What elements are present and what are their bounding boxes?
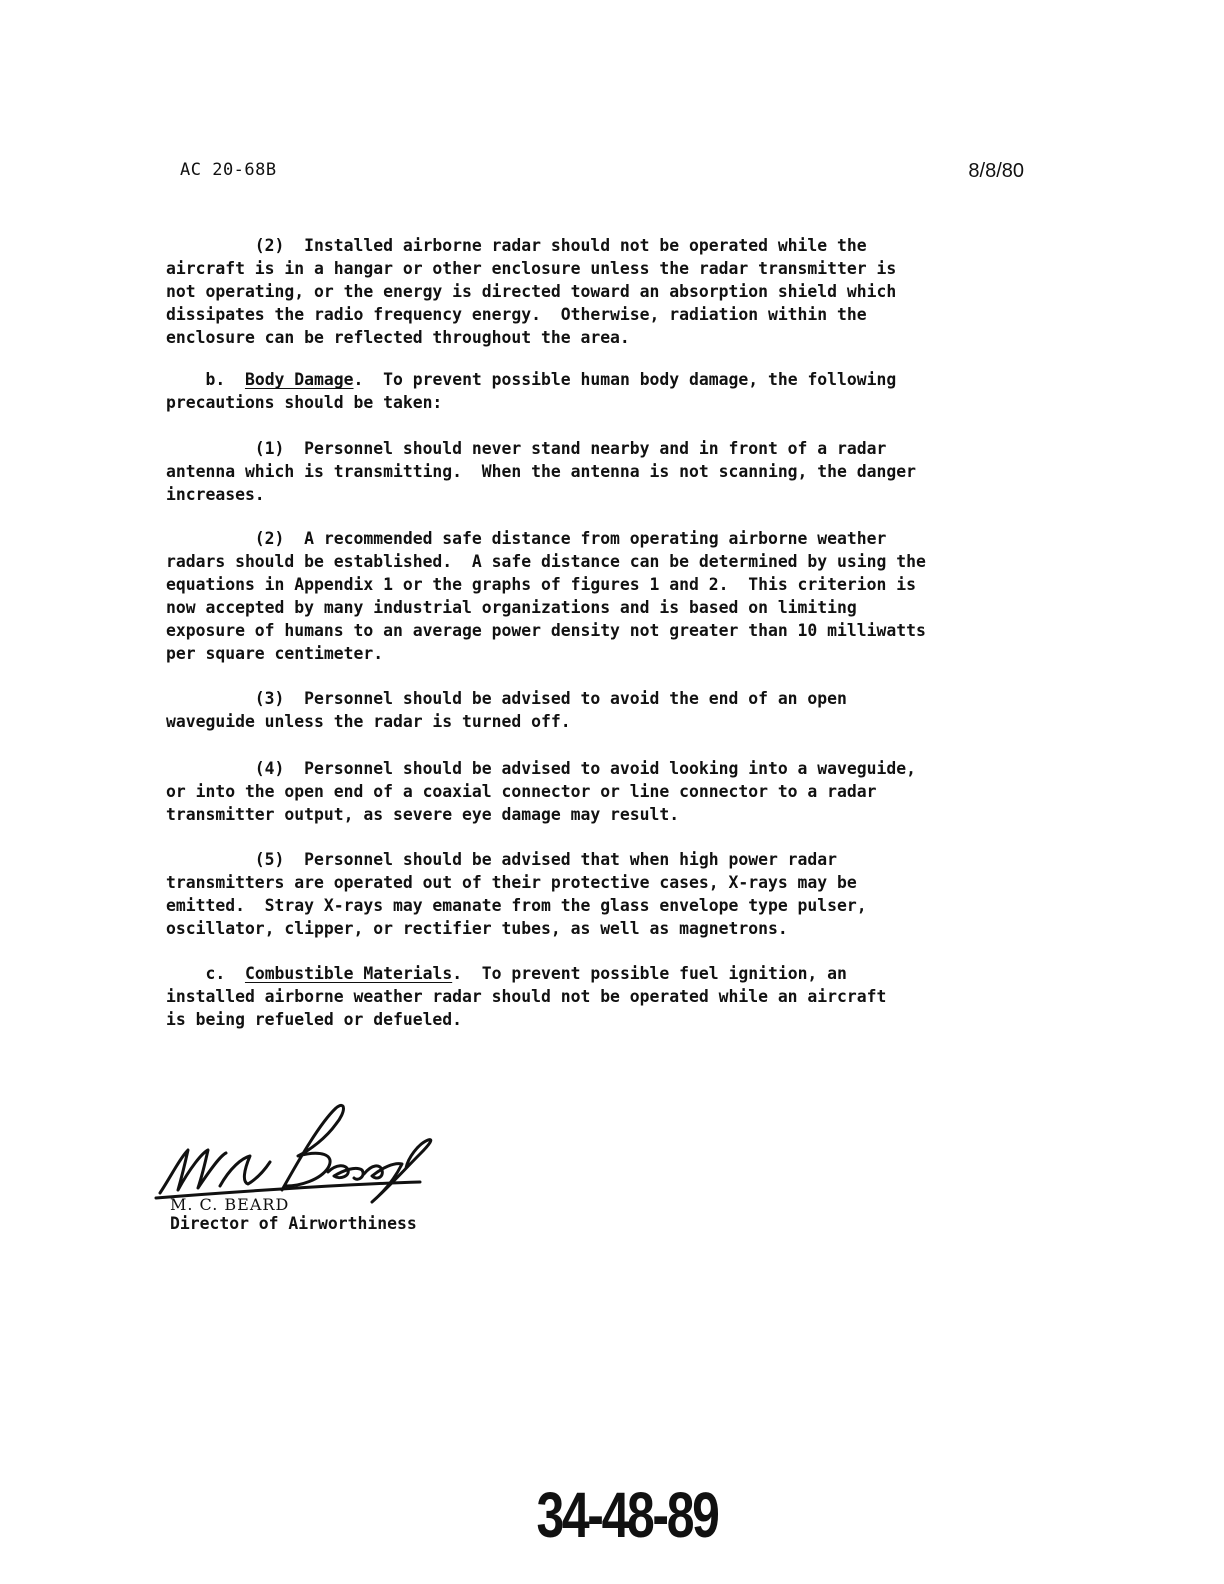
- paragraph-b1: (1) Personnel should never stand nearby and in front of a radar antenna which is transmitting. When the antenna is not scanning, the danger increases.: [166, 439, 916, 504]
- paragraph-b-text: . To prevent possible human body damage, the following precautions should be taken:: [166, 370, 897, 412]
- paragraph-c: [166, 962, 1066, 1031]
- paragraph-a2: (2) Installed airborne radar should not be operated while the aircraft is in a hangar or other enclosure unless the radar transmitter is not operating, or the energy is directed toward an absorption shield which dissipates the radio frequency energy. Otherwise, radiation within the enclosure can be reflected throughout the area.: [166, 236, 897, 347]
- paragraph-b-prefix: b.: [166, 370, 245, 389]
- paragraph-b2: (2) A recommended safe distance from operating airborne weather radars should be established. A safe distance can be determined by using the equations in Appendix 1 or the graphs of figures 1 and 2. This criterion is now accepted by many industrial organizations and is based on limiting exposure of humans to an average power density not greater than 10 milliwatts per square centimeter.: [166, 529, 926, 663]
- paragraph-c-text: . To prevent possible fuel ignition, an installed airborne weather radar should not be operated while an aircraft is being refueled or defueled.: [166, 964, 887, 1029]
- document-date: 8/8/80: [968, 160, 1024, 182]
- page-number: 34-48-89: [536, 1479, 718, 1551]
- handwritten-signature: [150, 1098, 450, 1208]
- paragraph-b5: (5) Personnel should be advised that when high power radar transmitters are operated out of their protective cases, X-rays may be emitted. Stray X-rays may emanate from the glass envelope type pulser, oscillator, clipper, or rectifier tubes, as well as magnetrons.: [166, 850, 867, 938]
- paragraph-b4: (4) Personnel should be advised to avoid looking into a waveguide, or into the open end of a coaxial connector or line connector to a radar transmitter output, as severe eye damage may result.: [166, 759, 916, 824]
- paragraph-b3: (3) Personnel should be advised to avoid the end of an open waveguide unless the radar is turned off.: [166, 689, 847, 731]
- signer-name: M. C. BEARD: [170, 1195, 290, 1214]
- document-id: AC 20-68B: [180, 160, 277, 180]
- paragraph-b: [166, 368, 1066, 414]
- paragraph-c-prefix: c.: [166, 964, 245, 983]
- heading-combustible-materials: Combustible Materials: [244, 964, 453, 983]
- signer-title: Director of Airworthiness: [170, 1214, 417, 1233]
- heading-body-damage: Body Damage: [244, 370, 354, 389]
